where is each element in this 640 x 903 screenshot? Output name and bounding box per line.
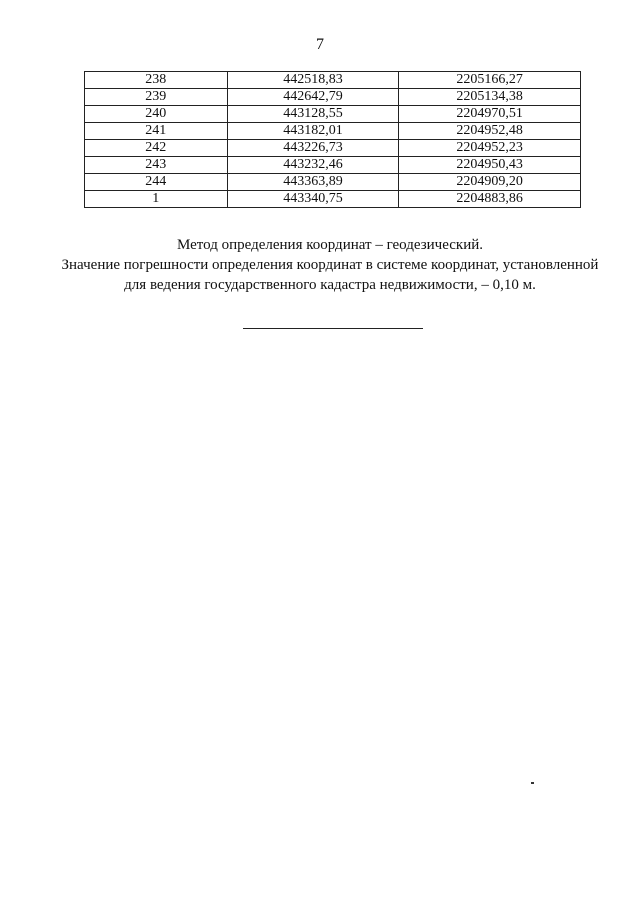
- y-coordinate-cell: 2204909,20: [399, 174, 581, 191]
- x-coordinate-cell: 443232,46: [227, 157, 399, 174]
- table-row: [85, 106, 581, 123]
- closing-rule: [243, 328, 423, 329]
- point-number-cell: 244: [85, 174, 228, 191]
- x-coordinate-cell: 443340,75: [227, 191, 399, 208]
- table-row: [85, 123, 581, 140]
- method-note: Метод определения координат – геодезический.: [177, 237, 483, 253]
- y-coordinate-cell: 2204970,51: [399, 106, 581, 123]
- table-row: [85, 72, 581, 89]
- accuracy-note-line-1: Значение погрешности определения координат в системе координат, установленной: [61, 257, 599, 273]
- page-number: 7: [316, 36, 324, 53]
- point-number-cell: 242: [85, 140, 228, 157]
- accuracy-note-line-2: для ведения государственного кадастра недвижимости, – 0,10 м.: [124, 277, 536, 293]
- table-row: [85, 174, 581, 191]
- point-number-cell: 239: [85, 89, 228, 106]
- x-coordinate-cell: 443226,73: [227, 140, 399, 157]
- x-coordinate-cell: 442518,83: [227, 72, 399, 89]
- table-row: [85, 140, 581, 157]
- x-coordinate-cell: 443182,01: [227, 123, 399, 140]
- x-coordinate-cell: 442642,79: [227, 89, 399, 106]
- table-row: [85, 89, 581, 106]
- y-coordinate-cell: 2205134,38: [399, 89, 581, 106]
- x-coordinate-cell: 443363,89: [227, 174, 399, 191]
- scan-speck: [531, 782, 534, 784]
- table-row: [85, 157, 581, 174]
- table-row: [85, 191, 581, 208]
- point-number-cell: 238: [85, 72, 228, 89]
- point-number-cell: 241: [85, 123, 228, 140]
- notes-block: [0, 235, 640, 295]
- x-coordinate-cell: 443128,55: [227, 106, 399, 123]
- y-coordinate-cell: 2205166,27: [399, 72, 581, 89]
- point-number-cell: 243: [85, 157, 228, 174]
- y-coordinate-cell: 2204883,86: [399, 191, 581, 208]
- y-coordinate-cell: 2204950,43: [399, 157, 581, 174]
- y-coordinate-cell: 2204952,48: [399, 123, 581, 140]
- coordinates-table: [84, 71, 581, 208]
- y-coordinate-cell: 2204952,23: [399, 140, 581, 157]
- point-number-cell: 1: [85, 191, 228, 208]
- point-number-cell: 240: [85, 106, 228, 123]
